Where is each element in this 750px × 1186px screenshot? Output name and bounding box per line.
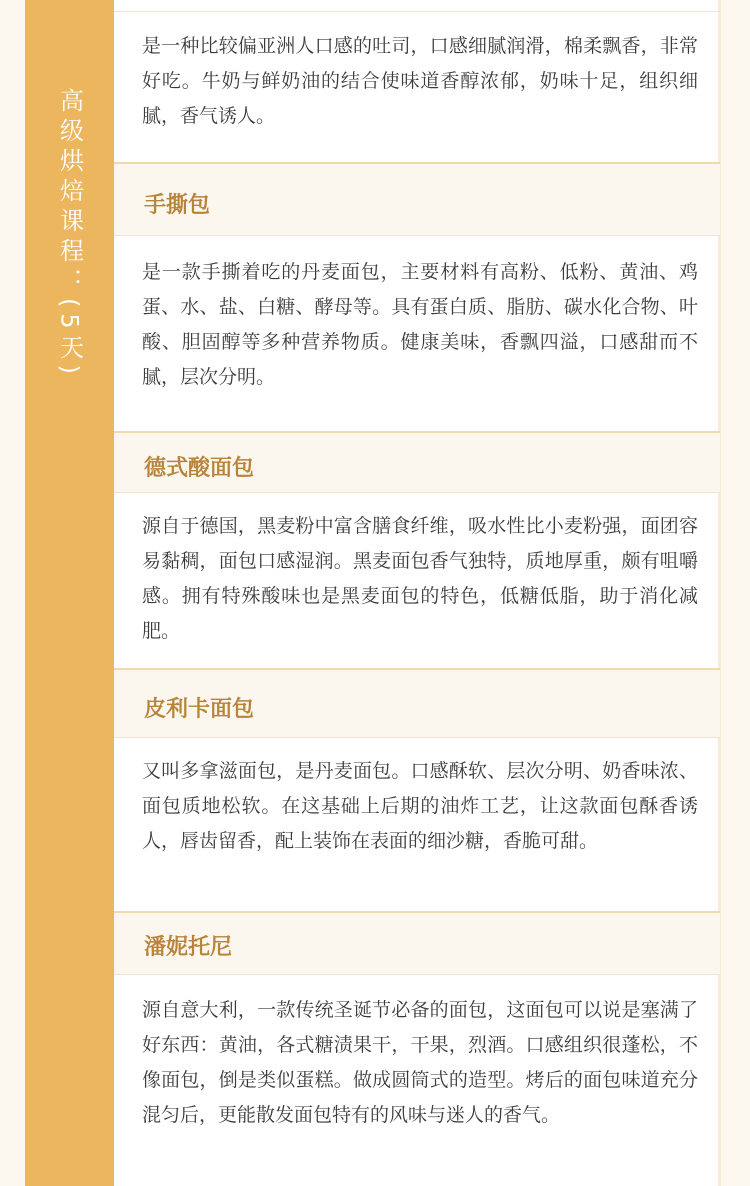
top-divider (114, 11, 720, 12)
section-header (114, 670, 720, 738)
section-title: 手撕包 (144, 193, 211, 218)
sidebar-band (25, 0, 114, 1186)
section-title: 德式酸面包 (144, 456, 255, 481)
course-title: 高级烘焙课程：(5天) (55, 88, 84, 380)
section-description: 是一种比较偏亚洲人口感的吐司，口感细腻润滑，棉柔飘香，非常好吃。牛奶与鲜奶油的结合使味道香醇浓郁，奶味十足，组织细腻，香气诱人。 (142, 35, 698, 127)
section-description: 是一款手撕着吃的丹麦面包，主要材料有高粉、低粉、黄油、鸡蛋、水、盐、白糖、酵母等。具有蛋白质、脂肪、碳水化合物、叶酸、胆固醇等多种营养物质。健康美味，香飘四溢，口感甜而不腻，层次分明。 (142, 261, 698, 388)
section-title: 潘妮托尼 (144, 935, 233, 960)
section-description: 源自意大利，一款传统圣诞节必备的面包，这面包可以说是塞满了好东西：黄油，各式糖渍果干，干果，烈酒。口感组织很蓬松，不像面包，倒是类似蛋糕。做成圆筒式的造型。烤后的面包味道充分混匀后，更能散发面包特有的风味与迷人的香气。 (142, 999, 698, 1126)
section-description: 源自于德国，黑麦粉中富含膳食纤维，吸水性比小麦粉强，面团容易黏稠，面包口感湿润。黑麦面包香气独特，质地厚重，颇有咀嚼感。拥有特殊酸味也是黑麦面包的特色，低糖低脂，助于消化减肥。 (142, 515, 698, 642)
section-header (114, 164, 720, 236)
section-title: 皮利卡面包 (144, 697, 255, 722)
section-header (114, 913, 720, 975)
section-header (114, 433, 720, 493)
section-description: 又叫多拿滋面包，是丹麦面包。口感酥软、层次分明、奶香味浓、面包质地松软。在这基础上后期的油炸工艺，让这款面包酥香诱人，唇齿留香，配上装饰在表面的细沙糖，香脆可甜。 (142, 760, 698, 852)
